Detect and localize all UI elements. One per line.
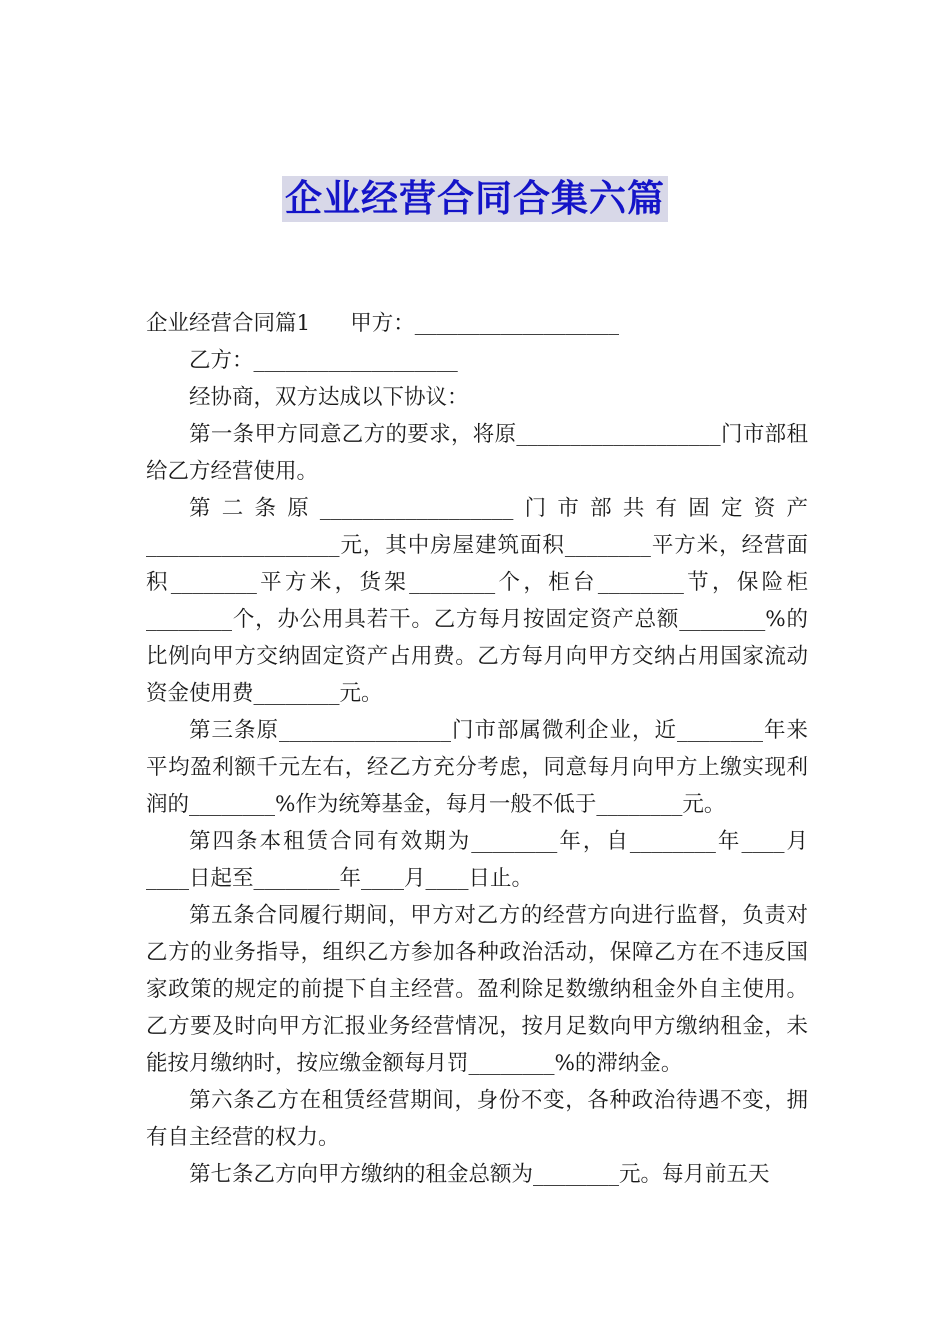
document-title: 企业经营合同合集六篇 (282, 176, 668, 222)
party-b-field: 乙方：___________________ (189, 348, 458, 373)
contract-subtitle: 企业经营合同篇1 (146, 311, 311, 336)
article-2: 第二条原__________________门市部共有固定资产__________________元，其中房屋建筑面积________平方米，经营面积________平方米，货架________个，柜台________节，保险柜________个，办公用具若干。乙方每月按固定资产总额________%的比例向甲方交纳固定资产占用费。乙方每月向甲方交纳占用国家流动资金使用费________元。 (146, 496, 808, 706)
article-3: 第三条原________________门市部属微利企业，近________年来平均盈利额千元左右，经乙方充分考虑，同意每月向甲方上缴实现利润的________%作为统筹基金，每月一般不低于________元。 (146, 718, 808, 817)
article-6: 第六条乙方在租赁经营期间，身份不变，各种政治待遇不变，拥有自主经营的权力。 (146, 1088, 808, 1150)
article-4: 第四条本租赁合同有效期为________年，自________年____月____日起至________年____月____日止。 (146, 829, 808, 891)
title-container (0, 176, 950, 222)
article-5: 第五条合同履行期间，甲方对乙方的经营方向进行监督，负责对乙方的业务指导，组织乙方参加各种政治活动，保障乙方在不违反国家政策的规定的前提下自主经营。盈利除足数缴纳租金外自主使用。乙方要及时向甲方汇报业务经营情况，按月足数向甲方缴纳租金，未能按月缴纳时，按应缴金额每月罚________%的滞纳金。 (146, 903, 808, 1076)
party-a-field: 甲方：___________________ (350, 311, 619, 336)
article-7: 第七条乙方向甲方缴纳的租金总额为________元。每月前五天 (189, 1162, 770, 1187)
article-1: 第一条甲方同意乙方的要求，将原___________________门市部租给乙方经营使用。 (146, 422, 808, 484)
contract-heading-line (146, 305, 808, 342)
document-body (146, 305, 808, 1193)
agreement-intro: 经协商，双方达成以下协议： (189, 385, 469, 410)
